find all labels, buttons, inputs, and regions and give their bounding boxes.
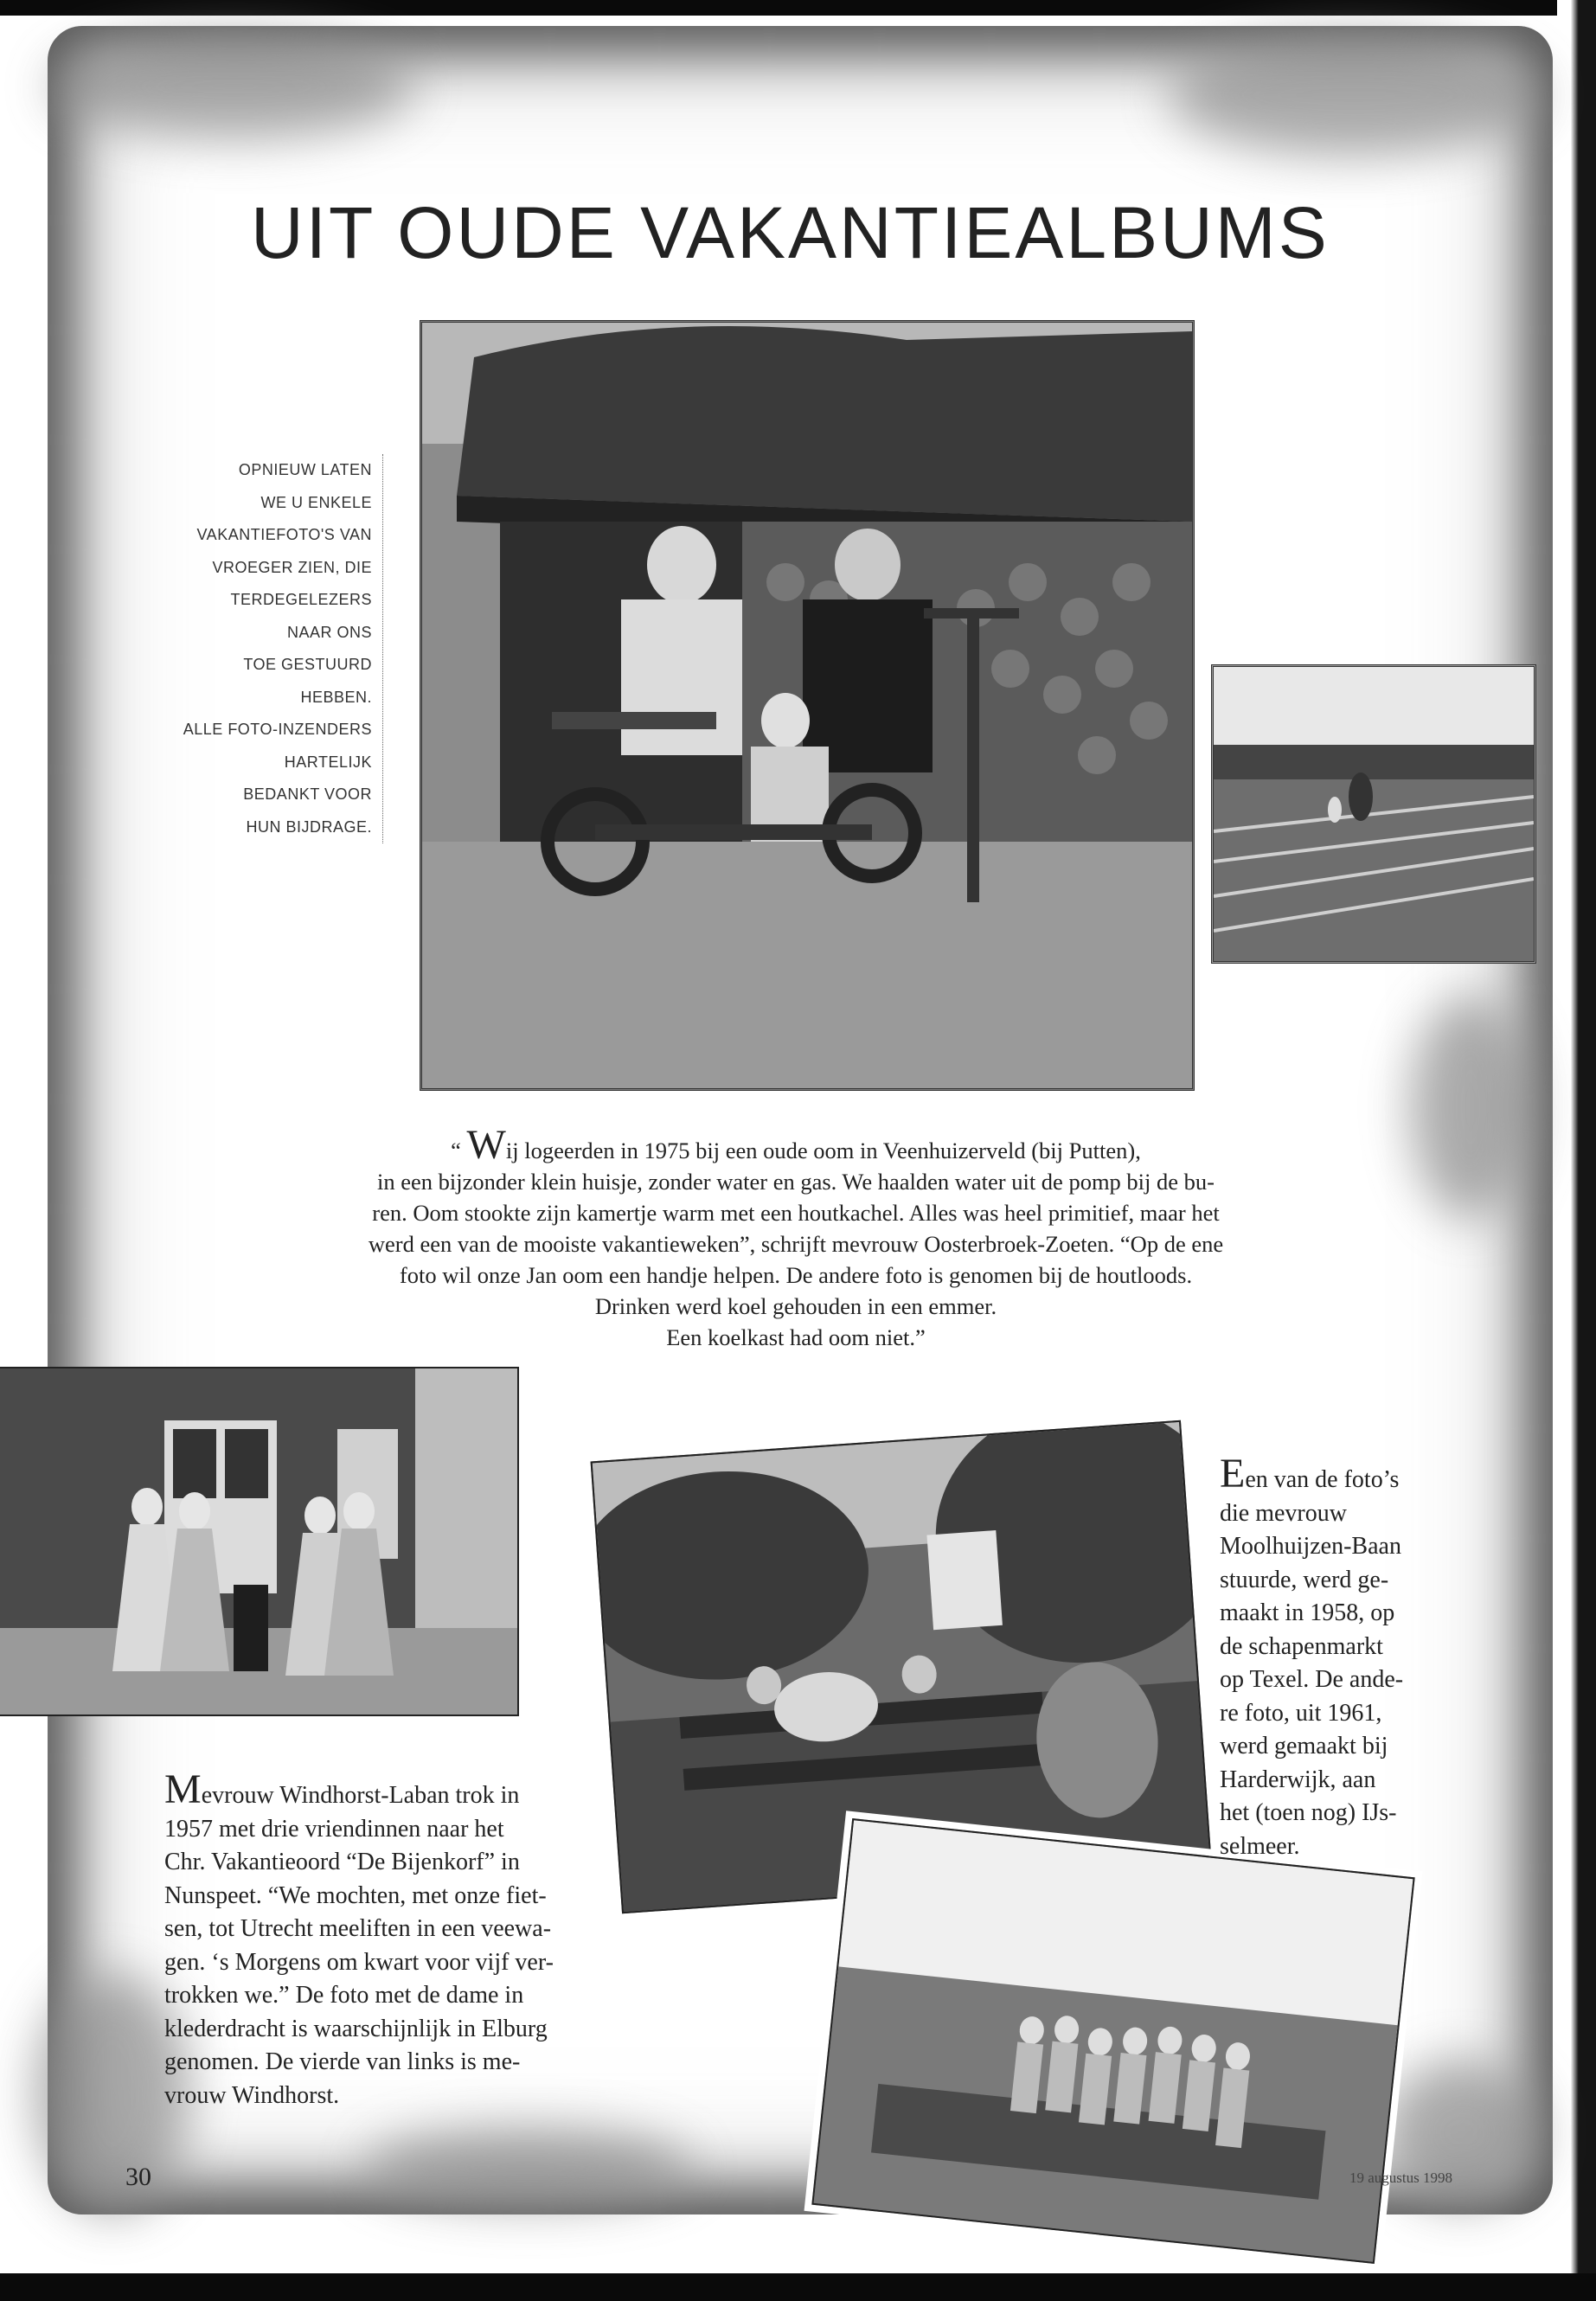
text-line: trokken we.” De foto met de dame in [164,1982,524,2009]
text-line: Chr. Vakantieoord “De Bijenkorf” in [164,1849,520,1875]
intro-line: NAAR ONS [286,623,372,641]
frame-smudge [363,2128,692,2206]
text-line: sen, tot Utrecht meeliften in een veewa- [164,1915,552,1942]
intro-line: TERDEGELEZERS [230,591,372,608]
text-line: selmeer. [1220,1832,1300,1860]
right-border-bar [1557,0,1596,2301]
photo-group-harderwijk [811,1818,1414,2264]
frame-smudge [52,35,415,138]
text-line: genomen. De vierde van links is me- [164,2048,521,2075]
quote-line: werd een van de mooiste vakantieweken”, schrijft mevrouw Oosterbroek-Zoeten. “Op de ene [368,1231,1224,1257]
text-line: re foto, uit 1961, [1220,1699,1382,1727]
text-line: klederdracht is waarschijnlijk in Elburg [164,2015,548,2042]
top-border-bar [0,0,1596,16]
text-line: op Texel. De ande- [1220,1666,1404,1693]
moolhuijzen-text [1220,1453,1406,1863]
intro-line: VAKANTIEFOTO'S VAN [196,526,372,543]
intro-line: HEBBEN. [300,688,372,706]
intro-line: ALLE FOTO-INZENDERS [183,721,372,738]
text-line: stuurde, werd ge- [1220,1566,1389,1593]
frame-smudge [1168,35,1540,156]
bottom-border-bar [0,2273,1596,2301]
photo-field-image [1214,667,1534,961]
text-line: de schapenmarkt [1220,1632,1383,1660]
text-line: gen. ‘s Morgens om kwart voor vijf ver- [164,1948,554,1976]
intro-line: BEDANKT VOOR [243,785,372,803]
quote-line: Drinken werd koel gehouden in een emmer. [594,1293,997,1319]
intro-line: TOE GESTUURD [243,656,372,673]
text-line-body: evrouw Windhorst-Laban trok in [201,1782,520,1809]
intro-text [130,454,383,843]
photo-field [1211,664,1536,964]
issue-date: 19 augustus 1998 [1349,2170,1452,2186]
open-quote-mark: “ [451,1138,461,1163]
text-line: Harderwijk, aan [1220,1766,1376,1793]
quote-line: in een bijzonder klein huisje, zonder water en gas. We haalden water uit de pomp bij de bu- [377,1169,1215,1195]
windhorst-text [164,1766,614,2112]
text-line: 1957 met drie vriendinnen naar het [164,1815,504,1843]
frame-smudge [1410,995,1531,1220]
windhorst-dropcap: M [164,1766,202,1812]
intro-line: WE U ENKELE [260,493,372,511]
photo-women-at-house-image [0,1368,517,1715]
text-line: Nunspeet. “We mochten, met onze fiet- [164,1881,547,1909]
text-line: Moolhuijzen-Baan [1220,1533,1401,1560]
photo-woodshed-image [422,323,1192,1088]
text-line-body: en van de foto’s [1245,1466,1400,1493]
quote-line-text: ij logeerden in 1975 bij een oude oom in Veenhuizerveld (bij Putten), [505,1138,1141,1163]
photo-woodshed [420,320,1195,1091]
quote-line: Een koelkast had oom niet.” [666,1324,926,1350]
photo-women-at-house [0,1367,519,1716]
moolhuijzen-dropcap: E [1220,1451,1246,1497]
text-line: het (toen nog) IJs- [1220,1799,1397,1826]
text-line: maakt in 1958, op [1220,1599,1395,1626]
intro-line: OPNIEUW LATEN [238,461,372,478]
text-line: vrouw Windhorst. [164,2081,340,2109]
quote-dropcap: W [466,1122,506,1168]
intro-line: HUN BIJDRAGE. [246,817,372,836]
text-line: werd gemaakt bij [1220,1733,1388,1759]
text-line: die mevrouw [1220,1499,1347,1527]
page-title: UIT OUDE VAKANTIEALBUMS [251,192,1330,274]
page-number: 30 [125,2163,151,2191]
intro-line: HARTELIJK [284,753,372,771]
text-line [1220,1453,1406,1497]
quote-paragraph [260,1122,1332,1353]
quote-line: ren. Oom stookte zijn kamertje warm met een houtkachel. Alles was heel primitief, maar het [372,1200,1220,1226]
quote-line [260,1122,1332,1168]
photo-group-harderwijk-image [814,1820,1413,2262]
intro-line: VROEGER ZIEN, DIE [212,558,372,576]
quote-line: foto wil onze Jan oom een handje helpen. De andere foto is genomen bij de houtloods. [399,1262,1193,1288]
text-line [164,1766,614,1813]
